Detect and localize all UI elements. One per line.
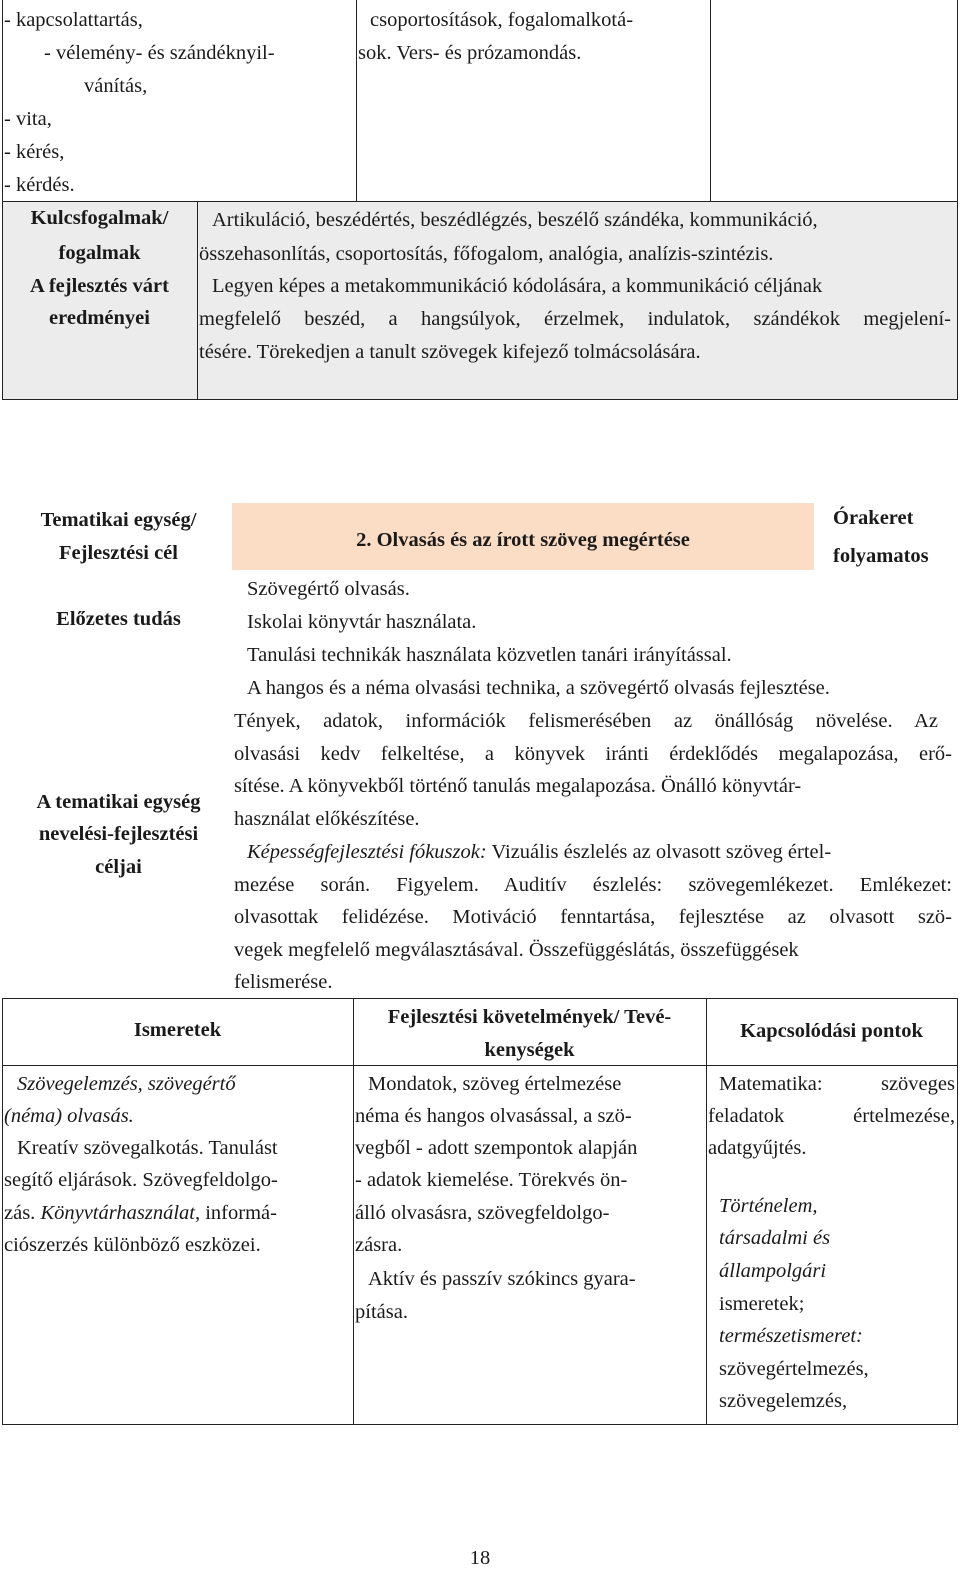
fejlesztesi-text: néma és hangos olvasással, a szö-	[355, 1105, 632, 1127]
top-table-col-divider-2	[710, 0, 711, 201]
top-table-col-divider-1	[356, 0, 357, 201]
fejlesztesi-text: - adatok kiemelése. Törekvés ön-	[355, 1169, 628, 1191]
fejlesztesi-text: Mondatok, szöveg értelmezése	[368, 1073, 622, 1095]
top-table-left	[2, 0, 3, 400]
list-item: - kérés,	[4, 141, 65, 163]
ismeretek-text: segítő eljárások. Szövegfeldolgo-	[4, 1169, 278, 1191]
ismeretek-text: Kreatív szövegalkotás. Tanulást	[17, 1137, 278, 1159]
columns-table-bottom	[2, 1424, 958, 1425]
elozetes-tudas-label: Előzetes tudás	[56, 608, 181, 630]
eredmenyek-text: Legyen képes a metakommunikáció kódolására, a kommunikáció céljának	[212, 275, 823, 297]
fokusz-text: mezése során. Figyelem. Auditív észlelés: szövegemlékezet. Emlékezet:	[234, 874, 952, 896]
fejlesztesi-text: pítása.	[355, 1301, 408, 1323]
kulcsfogalmak-label: Kulcsfogalmak/	[30, 207, 169, 229]
eredmenyek-label: A fejlesztés várt	[30, 275, 169, 297]
eredmenyek-text: megfelelő beszéd, a hangsúlyok, érzelmek, indulatok, szándékok megjelení-	[199, 308, 951, 330]
top-table-right	[957, 0, 958, 400]
list-item: - vélemény- és szándéknyil-	[44, 42, 275, 64]
kapcsolodasi-text-part: értelmezése,	[853, 1105, 955, 1127]
kapcsolodasi-text-part: szöveges	[880, 1073, 955, 1095]
kapcsolodasi-text: Történelem,	[719, 1195, 818, 1217]
kapcsolodasi-text-part: Matematika:	[719, 1073, 823, 1095]
fejlesztesi-header: kenységek	[484, 1039, 575, 1061]
ismeretek-text	[4, 1197, 277, 1230]
kapcsolodasi-text: társadalmi és	[719, 1227, 831, 1249]
celok-label: A tematikai egység	[36, 791, 201, 813]
fokusz-text: felismerése.	[234, 971, 333, 993]
celok-label: nevelési-fejlesztési	[38, 823, 199, 845]
celok-text: olvasási kedv felkeltése, a könyvek iránti érdeklődés megalapozása, erő-	[234, 743, 952, 765]
fejlesztesi-header: Fejlesztési követelmények/ Tevé-	[387, 1006, 672, 1028]
eredmenyek-label: eredményei	[49, 307, 150, 329]
fejlesztesi-text: álló olvasásra, szövegfeldolgo-	[355, 1202, 610, 1224]
ismeretek-text: ciószerzés különböző eszközei.	[4, 1234, 261, 1256]
kapcsolodasi-header: Kapcsolódási pontok	[740, 1020, 923, 1042]
list-item: - kapcsolattartás,	[4, 9, 143, 31]
kapcsolodasi-text: ismeretek;	[719, 1293, 805, 1315]
kapcsolodasi-text: szövegértelmezés,	[719, 1358, 869, 1380]
kulcsfogalmak-text: összehasonlítás, csoportosítás, főfogalom, analógia, analízis-szintézis.	[199, 243, 774, 265]
tematikai-egyseg-label: Fejlesztési cél	[59, 542, 178, 564]
kapcsolodasi-text: állampolgári	[719, 1260, 827, 1282]
kapcsolodasi-text-part: feladatok	[708, 1105, 785, 1127]
unit-title: 2. Olvasás és az írott szöveg megértése	[356, 529, 690, 551]
ismeretek-text-part: , informá-	[194, 1202, 277, 1224]
celok-text: sítése. A könyvekből történő tanulás megalapozása. Önálló könyvtár-	[234, 775, 802, 797]
ismeretek-text: Szövegelemzés, szövegértő	[17, 1073, 236, 1095]
orakeret-value: folyamatos	[833, 545, 929, 567]
fejlesztesi-text: Aktív és passzív szókincs gyara-	[368, 1268, 636, 1290]
elozetes-tudas-text: Szövegértő olvasás.	[247, 578, 410, 600]
columns-table-left	[2, 998, 3, 1425]
fokusz-label: Képességfejlesztési fókuszok:	[247, 841, 487, 863]
celok-text: használat előkészítése.	[234, 808, 420, 830]
fokusz-line	[247, 836, 831, 869]
kapcsolodasi-text	[708, 1100, 955, 1133]
kapcsolodasi-text: adatgyűjtés.	[708, 1137, 807, 1159]
kapcsolodasi-text: szövegelemzés,	[719, 1390, 848, 1412]
celok-label: céljai	[95, 856, 142, 878]
kulcsfogalmak-text: Artikuláció, beszédértés, beszédlégzés, beszélő szándéka, kommunikáció,	[212, 209, 818, 231]
ismeretek-text-part: zás.	[4, 1202, 41, 1224]
page-number: 18	[469, 1547, 491, 1569]
activities-text-line: csoportosítások, fogalomalkotá-	[370, 9, 634, 31]
ismeretek-header: Ismeretek	[133, 1019, 222, 1041]
elozetes-tudas-text: Tanulási technikák használata közvetlen tanári irányítással.	[247, 644, 732, 666]
orakeret-label: Órakeret	[833, 507, 914, 529]
fejlesztesi-text: vegből - adott szempontok alapján	[355, 1137, 638, 1159]
fokusz-text: Vizuális észlelés az olvasott szöveg értel-	[486, 841, 832, 863]
list-item: - vita,	[4, 108, 52, 130]
fokusz-text: olvasottak felidézése. Motiváció fenntartása, fejlesztése az olvasott szö-	[234, 906, 952, 928]
top-table-label-divider	[197, 201, 198, 399]
columns-table-top	[2, 998, 958, 999]
elozetes-tudas-text: Iskolai könyvtár használata.	[247, 611, 477, 633]
ismeretek-text-part: Könyvtárhasználat	[40, 1202, 195, 1224]
eredmenyek-text: tésére. Törekedjen a tanult szövegek kifejező tolmácsolására.	[199, 341, 701, 363]
kapcsolodasi-text	[719, 1068, 955, 1101]
top-table-bottom	[2, 399, 958, 400]
activities-text-line: sok. Vers- és prózamondás.	[358, 42, 582, 64]
celok-text: A hangos és a néma olvasási technika, a szövegértő olvasás fejlesztése.	[247, 677, 830, 699]
columns-divider-2	[706, 998, 707, 1425]
columns-table-right	[957, 998, 958, 1425]
list-item: vánítás,	[84, 75, 148, 97]
kulcsfogalmak-label: fogalmak	[58, 242, 141, 264]
tematikai-egyseg-label: Tematikai egység/	[40, 509, 197, 531]
celok-text: Tények, adatok, információk felismerésében az önállóság növelése. Az	[234, 710, 938, 732]
ismeretek-text: (néma) olvasás.	[4, 1105, 134, 1127]
fejlesztesi-text: zásra.	[355, 1234, 403, 1256]
list-item: - kérdés.	[4, 174, 75, 196]
fokusz-text: vegek megfelelő megválasztásával. Összefüggéslátás, összefüggések	[234, 939, 799, 961]
kapcsolodasi-text: természetismeret:	[719, 1325, 863, 1347]
